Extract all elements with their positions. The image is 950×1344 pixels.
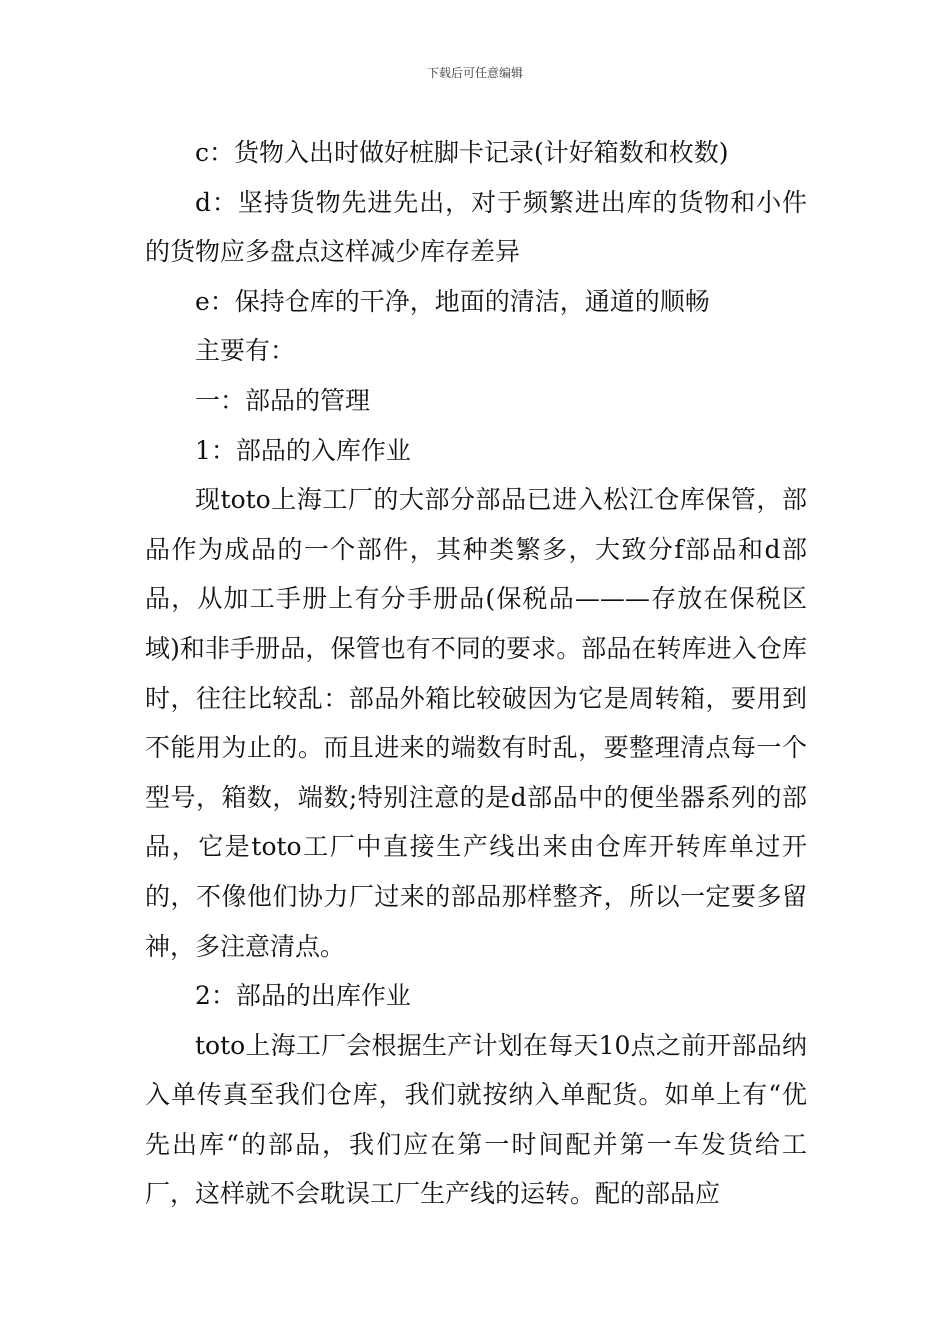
paragraph-main: 主要有：	[195, 336, 296, 366]
paragraph-d: d：坚持货物先进先出，对于频繁进出库的货物和小件的货物应多盘点这样减少库存差异	[145, 187, 807, 267]
paragraph-e: e：保持仓库的干净，地面的清洁，通道的顺畅	[195, 286, 710, 316]
subsection-heading-2: 2：部品的出库作业	[195, 981, 411, 1011]
subsection-heading-1: 1：部品的入库作业	[195, 435, 411, 465]
paragraph-outbound: toto上海工厂会根据生产计划在每天10点之前开部品纳入单传真至我们仓库，我们就按纳入单配货。如单上有“优先出库“的部品，我们应在第一时间配并第一车发货给工厂，这样就不会耽误工厂生产线的运转。配的部品应	[145, 1030, 807, 1209]
page-header: 下载后可任意编辑	[426, 66, 523, 80]
section-heading-1: 一：部品的管理	[195, 385, 371, 415]
document-body	[145, 128, 807, 1219]
paragraph-c: c：货物入出时做好桩脚卡记录(计好箱数和枚数)	[195, 138, 729, 167]
paragraph-inbound: 现toto上海工厂的大部分部品已进入松江仓库保管，部品作为成品的一个部件，其种类繁多，大致分f部品和d部品，从加工手册上有分手册品(保税品———存放在保税区域)和非手册品，保管也有不同的要求。部品在转库进入仓库时，往往比较乱：部品外箱比较破因为它是周转箱，要用到不能用为止的。而且进来的端数有时乱，要整理清点每一个型号，箱数，端数;特别注意的是d部品中的便坐器系列的部品，它是toto工厂中直接生产线出来由仓库开转库单过开的，不像他们协力厂过来的部品那样整齐，所以一定要多留神，多注意清点。	[145, 485, 807, 961]
